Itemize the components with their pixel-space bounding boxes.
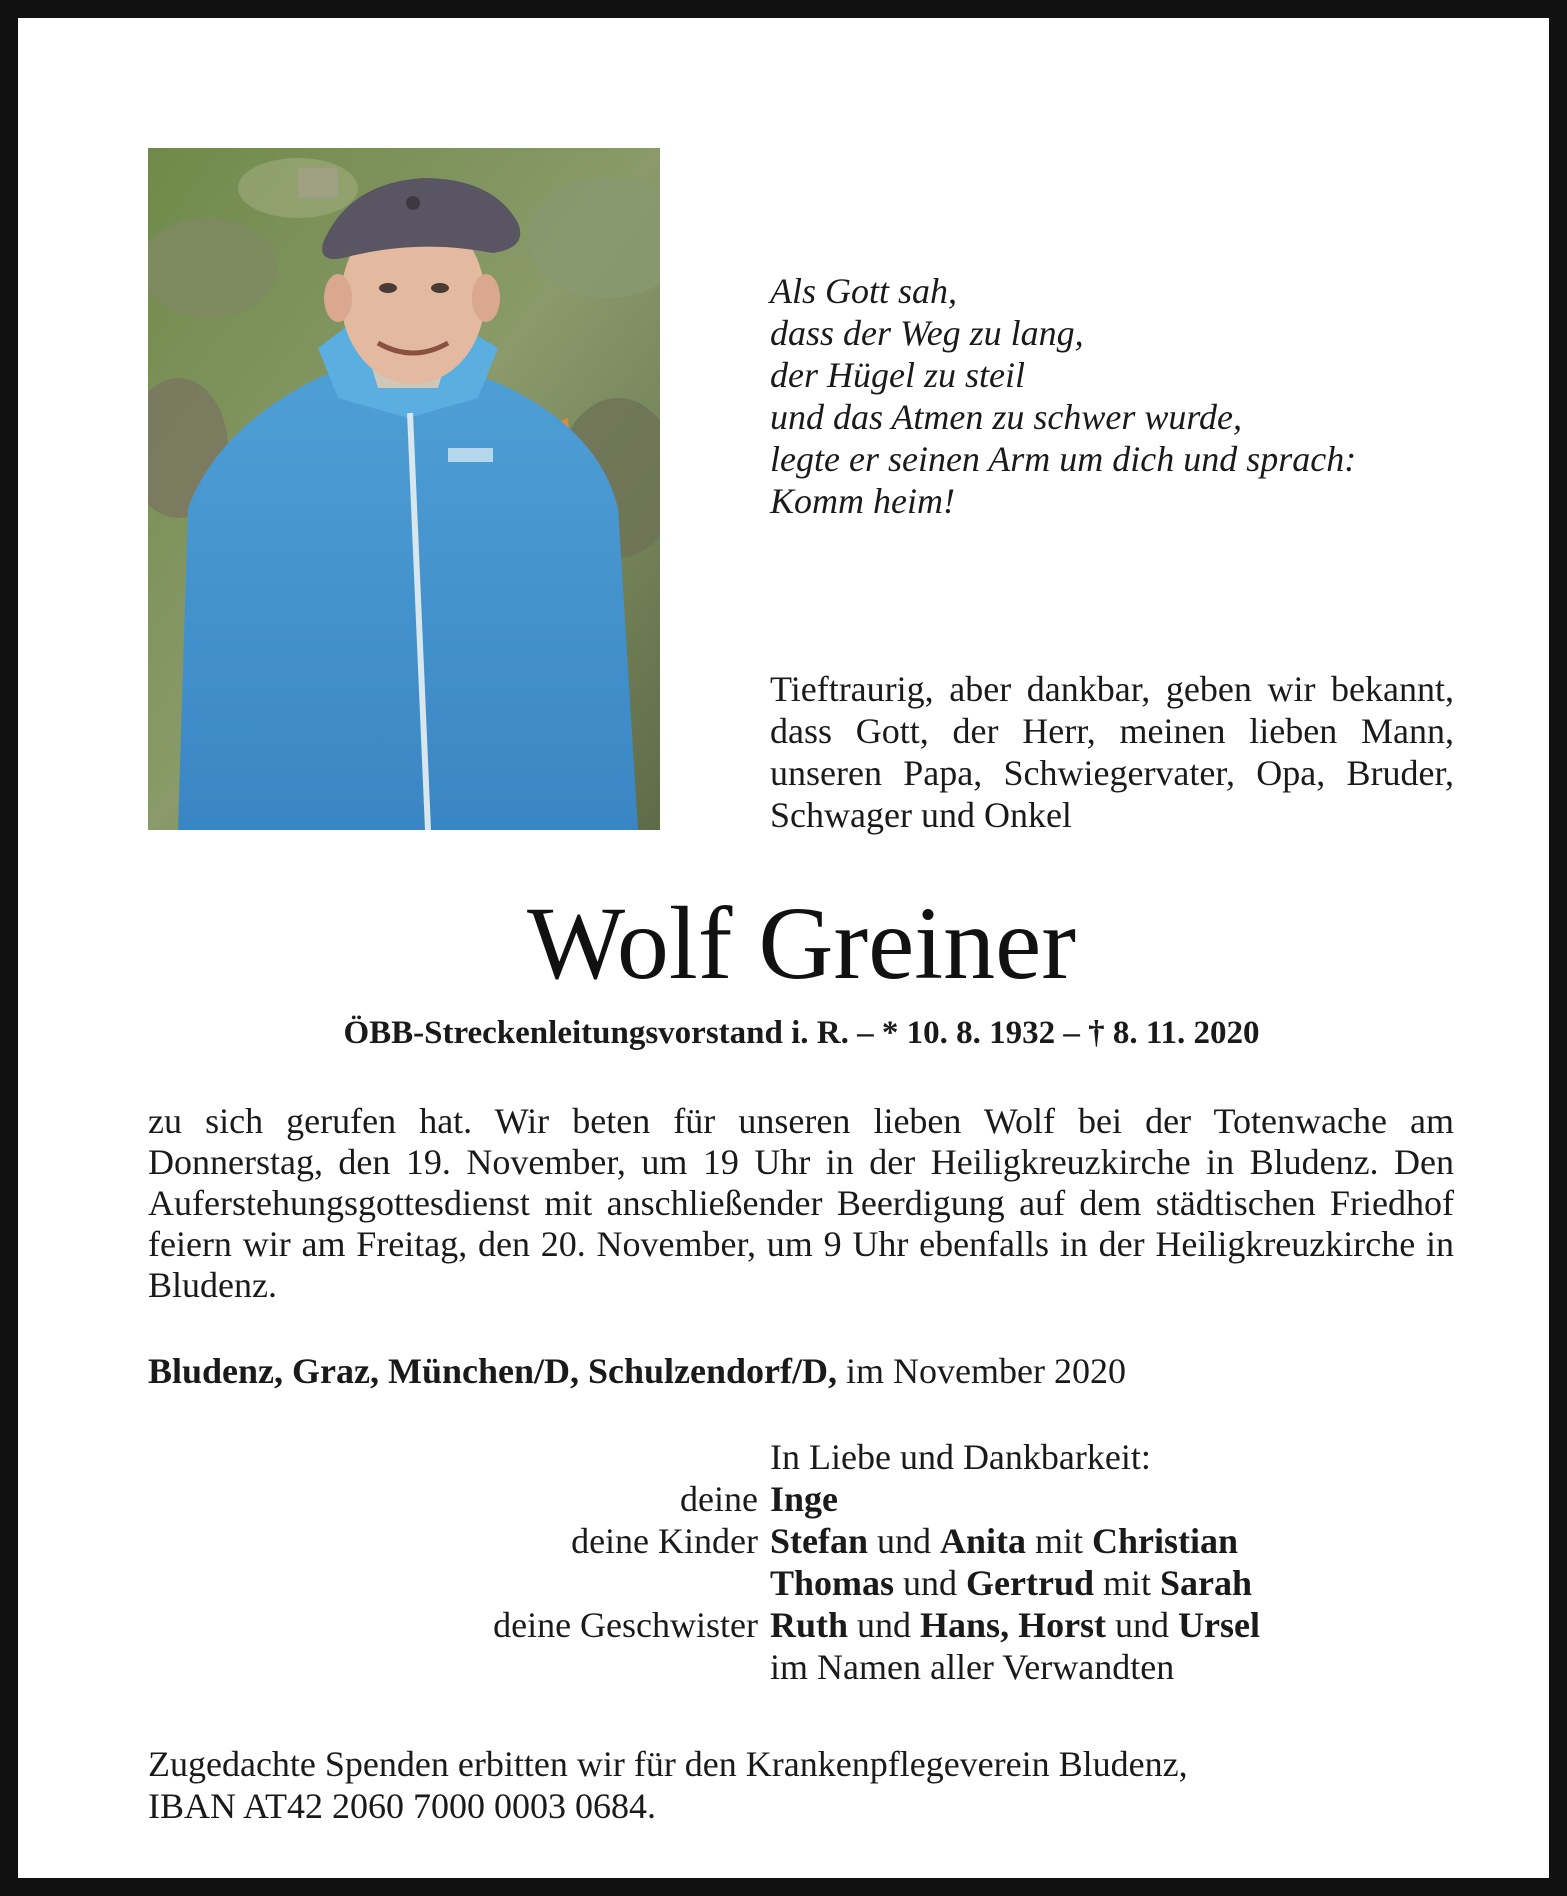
connector-text: mit [1026, 1521, 1093, 1561]
announcement-date: im November 2020 [846, 1351, 1126, 1391]
connector-text: im Namen aller Verwandten [770, 1647, 1175, 1687]
mourner-name: Thomas [770, 1563, 895, 1603]
mourner-name: Anita [940, 1521, 1027, 1561]
signature-row [148, 1646, 1454, 1688]
donation-line: Zugedachte Spenden erbitten wir für den Krankenpflegeverein Bludenz, [148, 1744, 1188, 1784]
deceased-name: Wolf Greiner [527, 886, 1076, 1001]
mourner-name: Ruth [770, 1605, 849, 1645]
connector-text: und [894, 1563, 967, 1603]
family-places: Bludenz, Graz, München/D, Schulzendorf/D, [148, 1351, 838, 1391]
announcement-intro: Tieftraurig, aber dankbar, geben wir bekannt, dass Gott, der Herr, meinen lieben Mann, unseren Papa, Schwiegervater, Opa, Bruder, Schwager und Onkel [770, 669, 1454, 835]
poem-line: Als Gott sah, [770, 271, 958, 311]
signature-row [148, 1562, 1454, 1604]
places-date-line [148, 1350, 1454, 1392]
mourner-name: Sarah [1160, 1563, 1253, 1603]
signature-role: deine Geschwister [493, 1605, 758, 1645]
connector-text: und [868, 1521, 940, 1561]
mourner-name: Gertrud [966, 1563, 1094, 1603]
poem-line: dass der Weg zu lang, [770, 313, 1084, 353]
signature-row [148, 1520, 1454, 1562]
donation-iban: IBAN AT42 2060 7000 0003 0684. [148, 1786, 657, 1826]
mourner-name: Christian [1092, 1521, 1239, 1561]
mourner-name: Inge [770, 1479, 839, 1519]
funeral-details: zu sich gerufen hat. Wir beten für unseren lieben Wolf bei der Totenwache am Donnerstag, den 19. November, um 19 Uhr in der Heiligkreuzkirche in Bludenz. Den Auferstehungsgottesdienst mit anschließender Beerdigung auf dem städtischen Friedhof feiern wir am Freitag, den 20. November, um 9 Uhr ebenfalls in der Heiligkreuzkirche in Bludenz. [148, 1101, 1454, 1305]
mourner-name: Ursel [1178, 1605, 1261, 1645]
signature-names [770, 1478, 838, 1520]
signature-role: deine [680, 1479, 758, 1519]
donation-note [148, 1743, 1454, 1827]
signature-heading: In Liebe und Dankbarkeit: [770, 1437, 1151, 1477]
connector-text: und [848, 1605, 921, 1645]
signature-names [770, 1520, 1238, 1562]
mourner-name: Hans, Horst [920, 1605, 1107, 1645]
mourner-name: Stefan [770, 1521, 868, 1561]
connector-text: mit [1094, 1563, 1161, 1603]
connector-text: und [1106, 1605, 1179, 1645]
signature-names [770, 1604, 1260, 1646]
signature-row [148, 1604, 1454, 1646]
portrait-photo-image [148, 148, 660, 830]
poem-line: legte er seinen Arm um dich und sprach: [770, 439, 1357, 479]
poem-line: und das Atmen zu schwer wurde, [770, 397, 1242, 437]
poem [770, 270, 1356, 522]
poem-line: Komm heim! [770, 481, 955, 521]
deceased-subtitle: ÖBB-Streckenleitungsvorstand i. R. – * 10. 8. 1932 – † 8. 11. 2020 [343, 1015, 1260, 1051]
signature-row [148, 1478, 1454, 1520]
signature-names [770, 1562, 1252, 1604]
portrait-photo [148, 148, 660, 830]
signature-names [770, 1646, 1174, 1688]
poem-line: der Hügel zu steil [770, 355, 1025, 395]
signature-role: deine Kinder [571, 1521, 758, 1561]
